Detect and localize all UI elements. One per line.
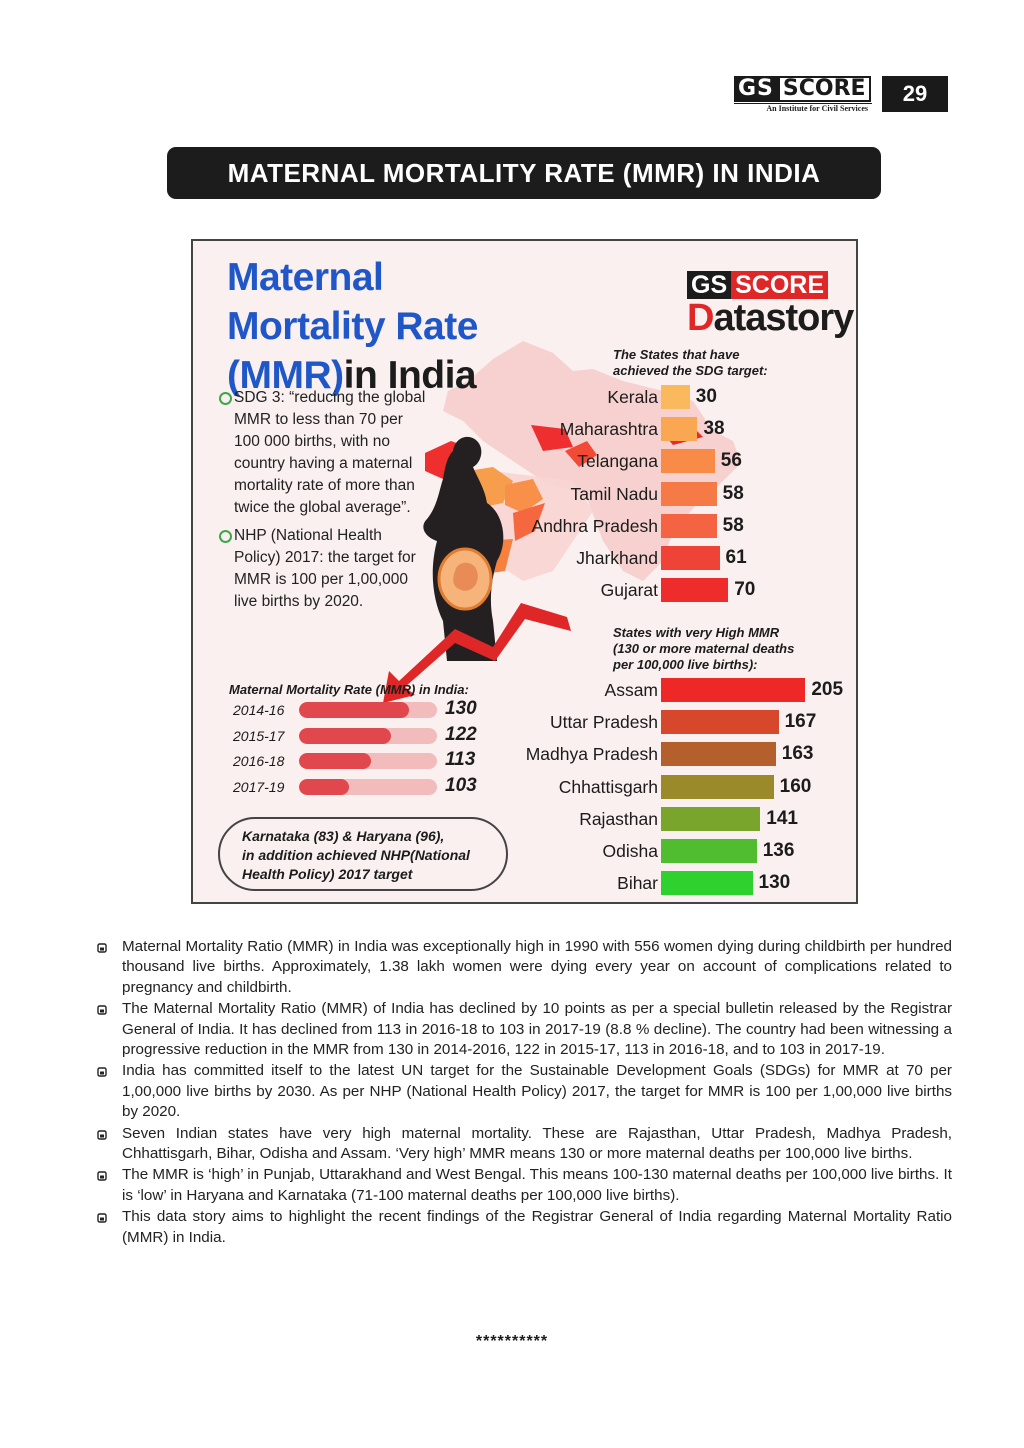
sdg-state-value: 56 <box>720 450 742 472</box>
high-label-line-2: (130 or more maternal deaths <box>613 641 795 656</box>
mmr-trend-title: Maternal Mortality Rate (MMR) in India: <box>229 682 469 697</box>
high-state-name: Assam <box>604 680 658 700</box>
sdg-state-row <box>193 514 858 538</box>
end-marker: ********** <box>475 1333 549 1350</box>
high-state-name: Uttar Pradesh <box>550 712 658 733</box>
mmr-trend-row <box>233 700 513 720</box>
high-state-name: Madhya Pradesh <box>525 744 658 765</box>
mmr-bar-track <box>299 779 437 795</box>
body-point <box>96 937 952 998</box>
mmr-bar-track <box>299 702 437 718</box>
mmr-infographic <box>191 239 858 904</box>
high-state-name: Rajasthan <box>579 808 658 829</box>
sdg-state-name: Telangana <box>577 451 658 472</box>
sdg-state-name: Jharkhand <box>576 548 658 568</box>
high-label-line-3: per 100,000 live births): <box>613 657 758 672</box>
body-point <box>96 1061 952 1122</box>
high-state-bar <box>661 678 805 702</box>
title-line-2: Mortality Rate <box>227 305 478 348</box>
square-bullet-icon <box>97 1130 107 1140</box>
sdg-state-bar <box>661 417 697 441</box>
mmr-trend-row <box>233 751 513 771</box>
datastory-gs: GS <box>687 271 731 299</box>
mmr-trend-row <box>233 723 513 746</box>
sdg-state-name: Gujarat <box>600 580 658 601</box>
sdg-state-value: 61 <box>725 547 747 568</box>
mmr-bar-fill <box>299 753 371 769</box>
mmr-bar-track <box>299 753 437 769</box>
page-title: MATERNAL MORTALITY RATE (MMR) IN INDIA <box>167 147 881 199</box>
body-point-text: Maternal Mortality Ratio (MMR) in India was exceptionally high in 1990 with 556 women dying during childbirth per hundred thousand live births. Approximately, 1.38 lakh women were dying every year on account of complications related to pregnancy and childbirth. <box>122 938 952 996</box>
body-point <box>96 1124 952 1165</box>
sdg-label-line-2: achieved the SDG target: <box>613 363 768 378</box>
sdg-state-row <box>193 385 858 409</box>
sdg-state-value: 70 <box>734 579 756 601</box>
kh-note-line-3: Health Policy) 2017 target <box>242 866 413 882</box>
mmr-bar-fill <box>299 702 409 718</box>
high-state-bar <box>661 742 776 766</box>
logo-score-text: SCORE <box>778 76 871 102</box>
logo-gs-text: GS <box>734 76 778 102</box>
sdg-state-bar <box>661 385 690 409</box>
sdg-state-name: Tamil Nadu <box>570 483 658 504</box>
mmr-value: 130 <box>445 698 477 719</box>
square-bullet-icon <box>97 1171 107 1181</box>
karnataka-haryana-note <box>218 817 508 891</box>
sdg-state-value: 38 <box>703 418 725 440</box>
nhp-bullet: NHP (National Health Policy) 2017: the target for MMR is 100 per 1,00,000 live births by 2020. <box>219 525 429 613</box>
mmr-trend-row <box>233 774 513 797</box>
sdg-state-bar <box>661 449 715 473</box>
page-number: 29 <box>882 76 948 112</box>
high-state-value: 160 <box>779 775 812 797</box>
mmr-year: 2015-17 <box>233 727 285 744</box>
sdg-state-value: 58 <box>722 514 744 536</box>
sdg-state-name: Maharashtra <box>559 419 658 440</box>
body-point-text: This data story aims to highlight the recent findings of the Registrar General of India regarding Maternal Mortality Ratio (MMR) in India. <box>122 1208 952 1246</box>
high-label-line-1: States with very High MMR <box>613 625 780 640</box>
mmr-bar-fill <box>299 779 349 795</box>
high-state-value: 167 <box>784 711 817 733</box>
kh-note-line-2: in addition achieved NHP(National <box>242 847 470 863</box>
sdg-states-label <box>613 347 768 379</box>
sdg-state-row <box>193 417 858 441</box>
sdg-state-bar <box>661 482 717 506</box>
sdg-state-name: Kerala <box>607 387 658 407</box>
sdg-state-row <box>193 449 858 473</box>
sdg-state-bar <box>661 578 728 602</box>
high-state-bar <box>661 807 760 831</box>
square-bullet-icon <box>97 1067 107 1077</box>
sdg-bullet: SDG 3: “reducing the global MMR to less than 70 per 100 000 births, with no country having a maternal mortality rate of more than twice the global average”. <box>219 387 429 519</box>
square-bullet-icon <box>97 1005 107 1015</box>
infographic-title <box>227 253 478 400</box>
sdg-state-bar <box>661 514 717 538</box>
high-state-name: Bihar <box>617 873 658 894</box>
sdg-state-name: Andhra Pradesh <box>531 515 658 536</box>
sdg-state-row <box>193 578 858 602</box>
gs-score-logo <box>734 76 872 114</box>
high-state-bar <box>661 839 757 863</box>
high-state-bar <box>661 871 753 895</box>
sdg-state-bar <box>661 546 720 570</box>
body-point <box>96 999 952 1060</box>
high-state-name: Odisha <box>602 841 658 861</box>
mmr-value: 103 <box>445 774 477 796</box>
high-state-value: 141 <box>766 807 798 829</box>
mmr-year: 2014-16 <box>233 702 285 718</box>
sdg-state-value: 58 <box>722 482 744 504</box>
body-point <box>96 1165 952 1206</box>
high-state-bar <box>661 710 779 734</box>
high-state-value: 136 <box>762 840 795 861</box>
body-points <box>96 937 952 1249</box>
body-point <box>96 1207 952 1248</box>
mmr-bar-fill <box>299 728 391 744</box>
mmr-value: 122 <box>445 723 477 745</box>
square-bullet-icon <box>97 943 107 953</box>
datastory-score: SCORE <box>731 271 828 299</box>
body-point-text: The MMR is ‘high’ in Punjab, Uttarakhand and West Bengal. This means 100-130 maternal deaths per 100,000 live births. It is ‘low’ in Haryana and Karnataka (71-100 maternal deaths per 100,000 live births). <box>122 1166 952 1204</box>
body-point-text: India has committed itself to the latest UN target for the Sustainable Development Goals (SDGs) for MMR at 70 per 1,00,000 live births by 2030. As per NHP (National Health Policy) 2017, the target for MMR is 100 per 1,00,000 live births by 2020. <box>122 1062 952 1121</box>
high-mmr-label <box>613 625 794 673</box>
title-mmr: (MMR) <box>227 354 344 397</box>
datastory-d: D <box>687 297 714 339</box>
logo-tagline: An Institute for Civil Services <box>734 103 872 113</box>
square-bullet-icon <box>97 1213 107 1223</box>
high-state-name: Chhattisgarh <box>558 776 658 797</box>
mmr-bar-track <box>299 728 437 744</box>
mmr-value: 113 <box>445 749 476 770</box>
high-state-value: 163 <box>781 743 814 765</box>
body-point-text: Seven Indian states have very high maternal mortality. These are Rajasthan, Uttar Pradesh, Madhya Pradesh, Chhattisgarh, Bihar, Odisha and Assam. ‘Very high’ MMR means 130 or more maternal deaths per 100,000 live births. <box>122 1124 952 1163</box>
sdg-state-value: 30 <box>695 386 717 407</box>
high-state-value: 205 <box>811 679 844 700</box>
sdg-label-line-1: The States that have <box>613 347 740 362</box>
kh-note-line-1: Karnataka (83) & Haryana (96), <box>242 828 445 844</box>
mmr-year: 2016-18 <box>233 753 285 769</box>
sdg-state-row <box>193 546 858 570</box>
sdg-state-row <box>193 482 858 506</box>
mmr-year: 2017-19 <box>233 778 285 795</box>
high-state-bar <box>661 775 774 799</box>
datastory-logo <box>687 271 854 340</box>
title-line-1: Maternal <box>227 256 384 299</box>
body-point-text: The Maternal Mortality Ratio (MMR) of India has declined by 10 points as per a special bulletin released by the Registrar General of India. It has declined from 113 in 2016-18 to 103 in 2017-19 (8.8 % decline). The country had been witnessing a progressive reduction in the MMR from 130 in 2014-2016, 122 in 2015-17, 113 in 2016-18, and to 103 in 2017-19. <box>122 1000 952 1059</box>
high-state-value: 130 <box>758 872 791 894</box>
datastory-rest: atastory <box>713 297 854 339</box>
title-in-india: in India <box>343 354 477 397</box>
